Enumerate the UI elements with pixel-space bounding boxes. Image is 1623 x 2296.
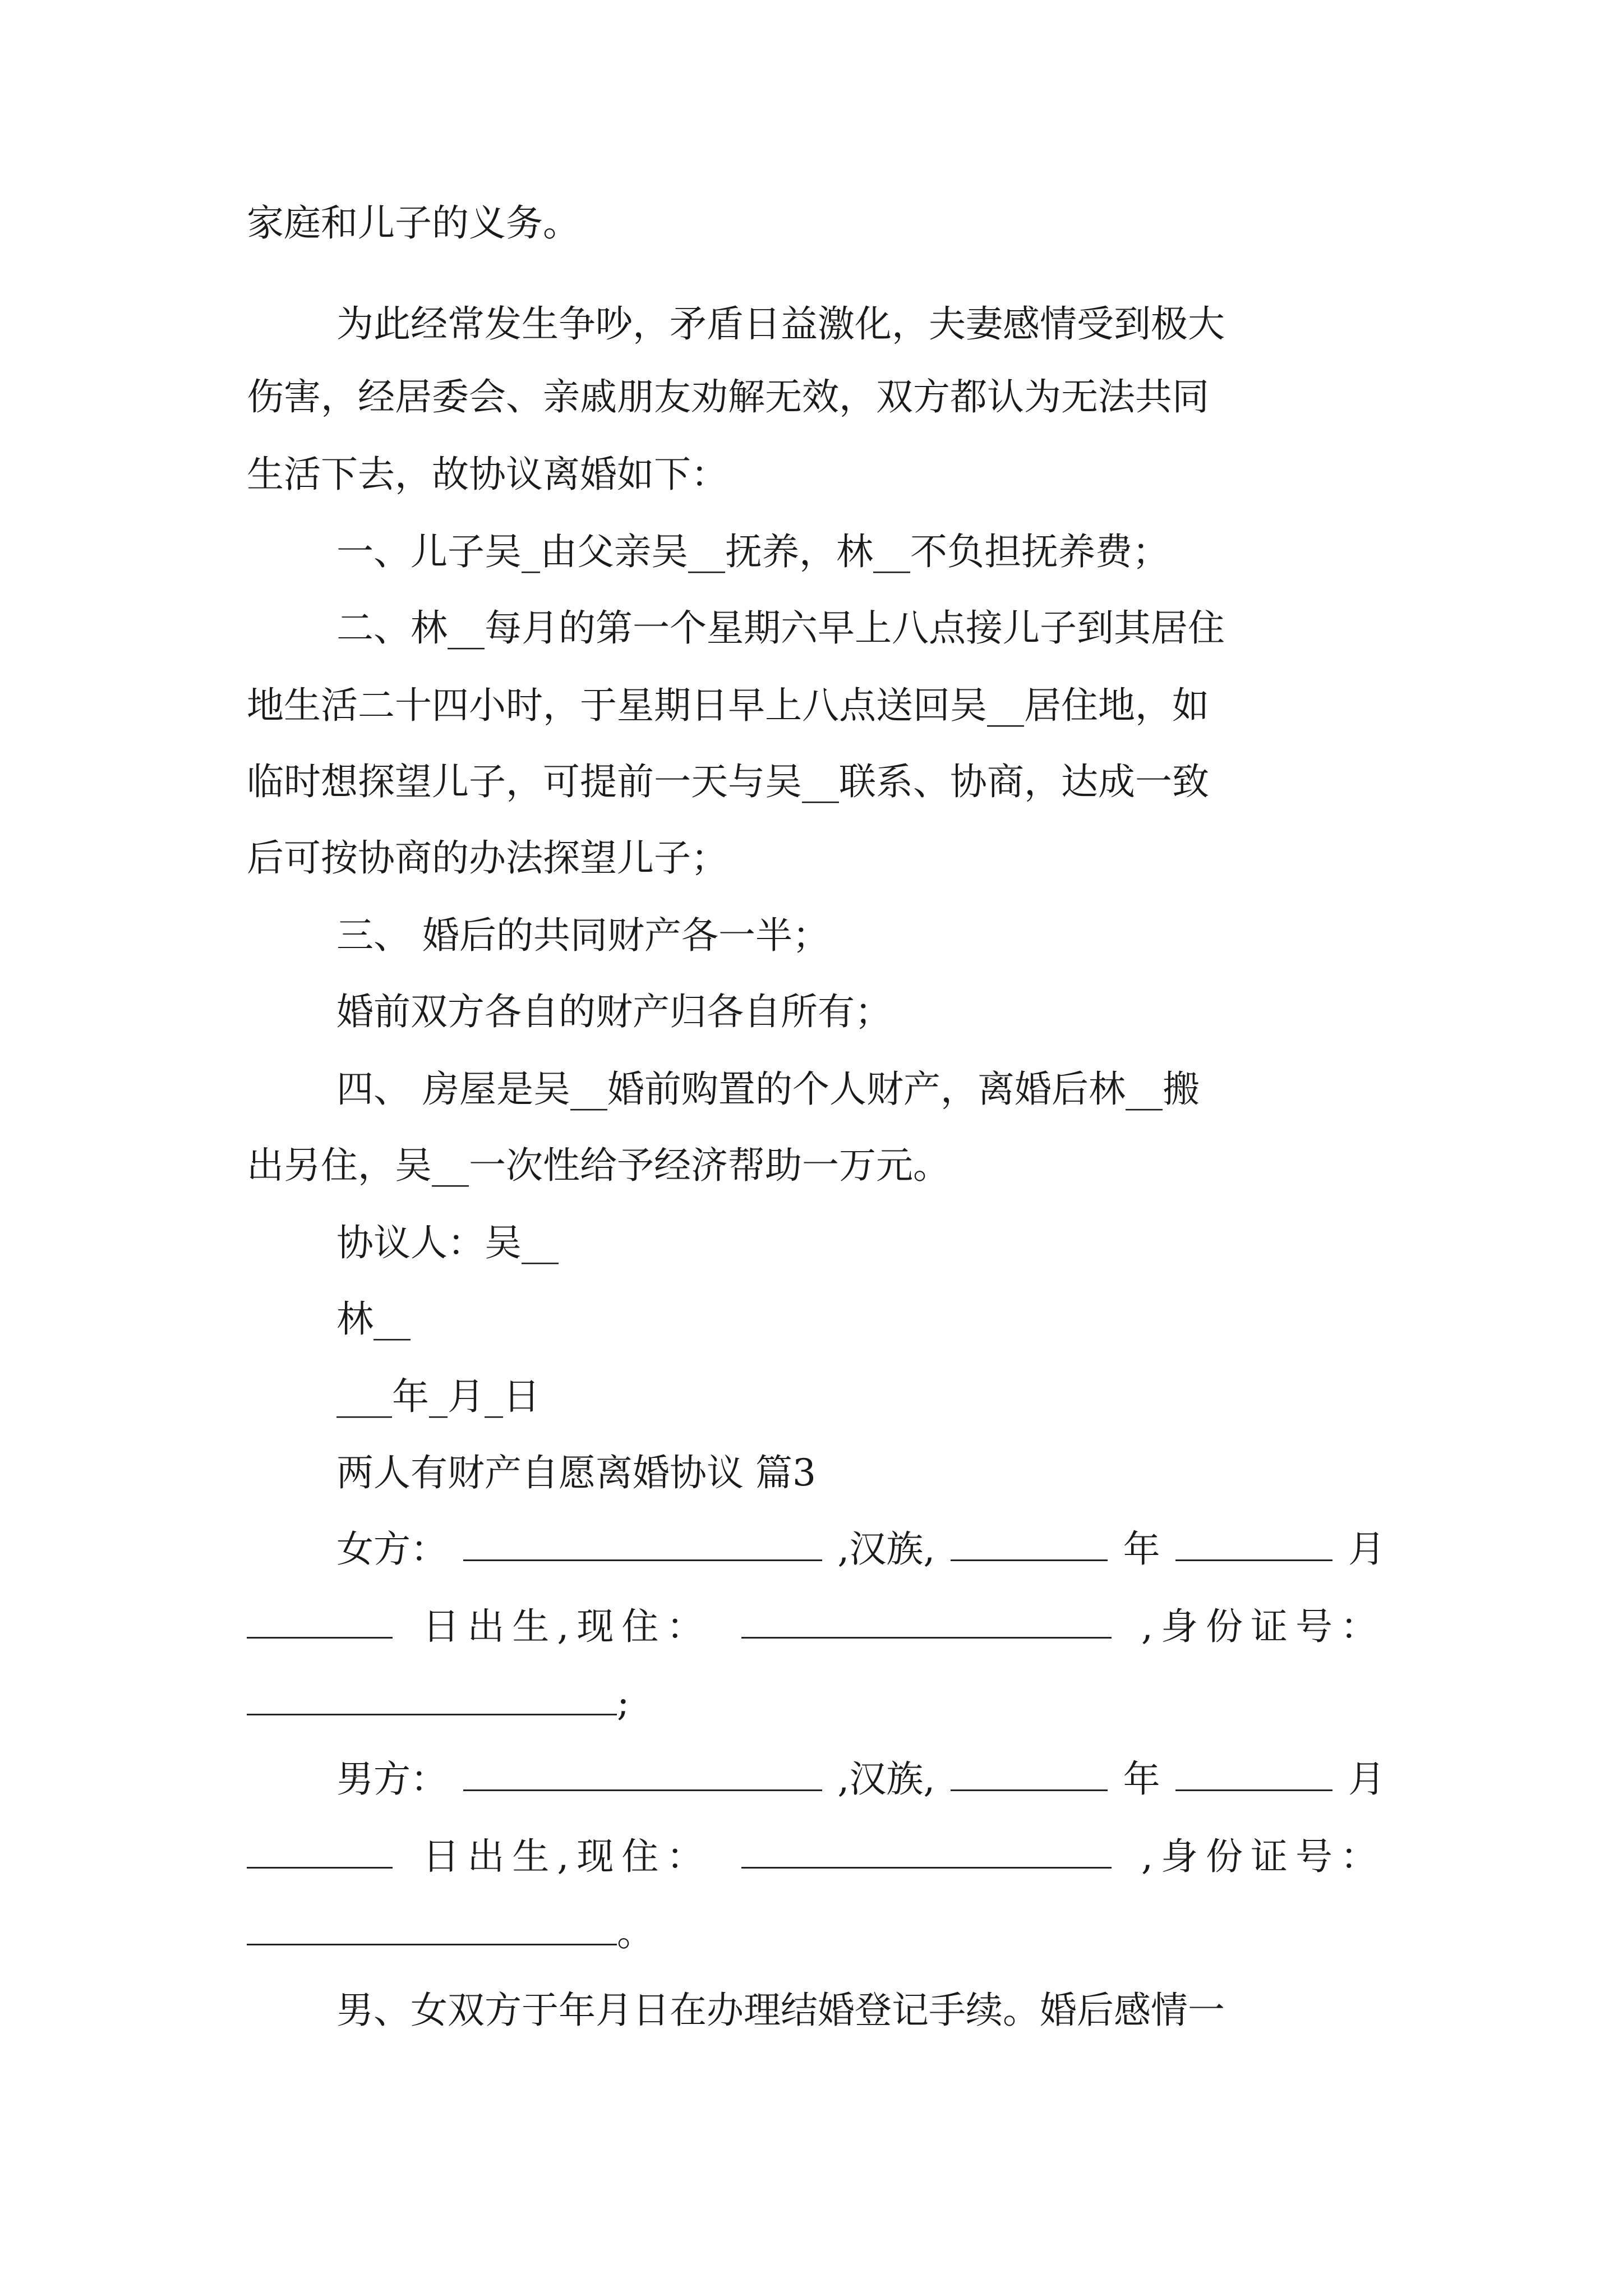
text-line: 为此经常发生争吵，矛盾日益激化，夫妻感情受到极大 xyxy=(336,302,1225,346)
male-row-2 xyxy=(247,1834,1385,1879)
female-row-1 xyxy=(336,1527,1385,1572)
signatory-line: 林__ xyxy=(336,1297,411,1341)
female-address-blank xyxy=(741,1604,1112,1639)
text-line: 地生活二十四小时，于星期日早上八点送回吴__居住地，如 xyxy=(247,684,1209,727)
text-line: 四、 房屋是吴__婚前购置的个人财产，离婚后林__搬 xyxy=(336,1068,1200,1111)
male-id: ,身份证号： xyxy=(1141,1835,1385,1878)
male-nation: ,汉族, xyxy=(837,1757,935,1801)
male-row-1 xyxy=(336,1757,1385,1802)
text-line: 二、林__每月的第一个星期六早上八点接儿子到其居住 xyxy=(336,606,1225,650)
date-line: ___年_月_日 xyxy=(336,1375,540,1418)
male-day-blank xyxy=(247,1834,393,1869)
male-year-blank xyxy=(951,1757,1108,1791)
male-name-blank xyxy=(463,1757,822,1791)
text-line: 临时想探望儿子，可提前一天与吴__联系、协商，达成一致 xyxy=(247,760,1209,803)
female-end: ; xyxy=(617,1681,630,1724)
text-line: 男、女双方于年月日在办理结婚登记手续。婚后感情一 xyxy=(336,1989,1225,2032)
text-line: 一、儿子吴_由父亲吴__抚养，林__不负担抚养费； xyxy=(336,530,1169,573)
female-month-blank xyxy=(1175,1527,1332,1561)
male-address-blank xyxy=(741,1834,1112,1869)
female-row-2 xyxy=(247,1604,1385,1649)
text-line: 三、 婚后的共同财产各一半； xyxy=(336,914,829,957)
text-line: 伤害，经居委会、亲戚朋友劝解无效，双方都认为无法共同 xyxy=(247,375,1209,418)
female-row-3 xyxy=(247,1681,629,1726)
female-label: 女方： xyxy=(336,1527,448,1571)
female-month: 月 xyxy=(1348,1527,1385,1571)
male-year: 年 xyxy=(1123,1757,1160,1801)
female-nation: ,汉族, xyxy=(837,1527,935,1571)
female-name-blank xyxy=(463,1527,822,1561)
female-year-blank xyxy=(951,1527,1108,1561)
text-line: 家庭和儿子的义务。 xyxy=(247,201,580,245)
female-day-blank xyxy=(247,1604,393,1639)
female-born: 日出生,现住： xyxy=(422,1605,712,1648)
male-month-blank xyxy=(1175,1757,1332,1791)
female-id-blank xyxy=(247,1681,617,1715)
male-born: 日出生,现住： xyxy=(422,1835,712,1878)
female-year: 年 xyxy=(1123,1527,1160,1571)
male-label: 男方： xyxy=(336,1757,448,1801)
section-heading: 两人有财产自愿离婚协议 篇3 xyxy=(336,1451,816,1494)
male-row-3 xyxy=(247,1911,654,1955)
female-id: ,身份证号： xyxy=(1141,1605,1385,1648)
male-id-blank xyxy=(247,1911,617,1945)
signatory-line: 协议人：吴__ xyxy=(336,1221,559,1264)
male-end: 。 xyxy=(617,1911,654,1954)
male-month: 月 xyxy=(1348,1757,1385,1801)
text-line: 出另住，吴__一次性给予经济帮助一万元。 xyxy=(247,1144,950,1187)
text-line: 后可按协商的办法探望儿子； xyxy=(247,836,728,880)
text-line: 婚前双方各自的财产归各自所有； xyxy=(336,990,892,1033)
text-line: 生活下去，故协议离婚如下： xyxy=(247,453,728,496)
